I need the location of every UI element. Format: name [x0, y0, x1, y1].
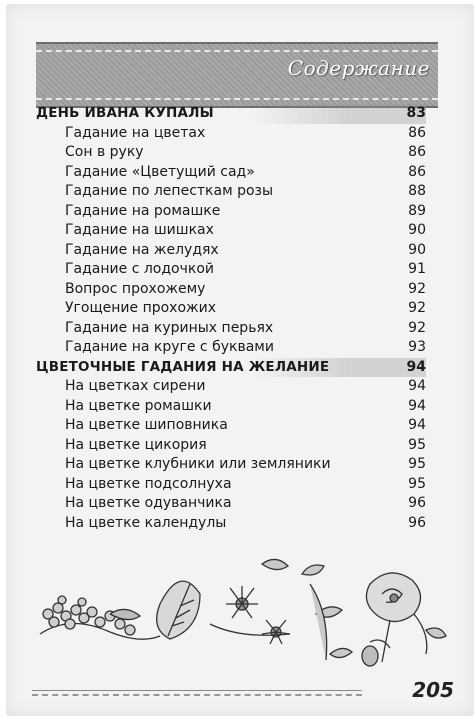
- toc-page-number: 94: [408, 378, 426, 394]
- toc-item-title: На цветке одуванчика: [65, 495, 232, 511]
- book-page: [6, 4, 474, 716]
- toc-item-row: [36, 494, 426, 514]
- toc-item-title: Гадание на желудях: [65, 241, 219, 258]
- toc-page-number: 96: [408, 514, 426, 531]
- toc-item-row: [36, 260, 426, 280]
- toc-section-title: ДЕНЬ ИВАНА КУПАЛЫ: [36, 105, 214, 121]
- toc-item-row: [36, 163, 426, 183]
- toc-page-number: 92: [408, 300, 426, 316]
- toc-item-row: [36, 299, 426, 319]
- footer-rule: [32, 690, 362, 691]
- toc-page-number: 95: [408, 436, 426, 453]
- toc-item-title: Гадание на куриных перьях: [65, 319, 274, 336]
- toc-item-row: [36, 338, 426, 358]
- toc-page-number: 92: [408, 280, 426, 297]
- toc-page-number: 93: [408, 339, 426, 355]
- leaf-icon: [157, 581, 200, 639]
- toc-item-title: Гадание «Цветущий сад»: [65, 163, 255, 180]
- flowers-illustration: [30, 544, 450, 674]
- toc-item-title: Гадание на ромашке: [65, 202, 221, 219]
- toc-page-number: 91: [408, 261, 426, 277]
- toc-page-number: 89: [408, 202, 426, 219]
- toc-item-title: На цветках сирени: [65, 378, 206, 394]
- lilac-icon: [40, 596, 160, 639]
- toc-page-number: 86: [408, 163, 426, 180]
- page-title: Содержание: [287, 56, 430, 80]
- toc-page-number: 90: [408, 222, 426, 238]
- toc-page-number: 92: [408, 319, 426, 336]
- header-stitch-top: [36, 50, 438, 52]
- toc-page-number: 86: [408, 144, 426, 160]
- toc-item-row: [36, 436, 426, 456]
- toc-page-number: 90: [408, 241, 426, 258]
- toc-item-row: [36, 514, 426, 534]
- toc-item-title: На цветке шиповника: [65, 417, 228, 433]
- toc-page-number: 94: [406, 358, 426, 375]
- toc-item-title: Гадание с лодочкой: [65, 261, 214, 277]
- toc-item-row: [36, 397, 426, 417]
- toc-item-title: Угощение прохожих: [65, 300, 217, 316]
- table-of-contents: [36, 104, 426, 533]
- leaves-icon: [262, 559, 352, 660]
- toc-page-number: 86: [408, 124, 426, 141]
- toc-item-title: Вопрос прохожему: [65, 280, 206, 297]
- toc-item-row: [36, 475, 426, 495]
- toc-item-row: [36, 319, 426, 339]
- page-number: 205: [412, 678, 454, 702]
- toc-item-row: [36, 241, 426, 261]
- toc-item-title: Гадание по лепесткам розы: [65, 183, 274, 199]
- toc-item-row: [36, 182, 426, 202]
- header-stitch-bottom: [36, 98, 438, 100]
- header-band: [36, 42, 438, 108]
- toc-item-title: Гадание на цветах: [65, 124, 206, 141]
- toc-item-row: [36, 202, 426, 222]
- toc-page-number: 96: [408, 495, 426, 511]
- toc-item-title: На цветке календулы: [65, 514, 227, 531]
- toc-item-row: [36, 124, 426, 144]
- toc-item-row: [36, 221, 426, 241]
- toc-item-title: Гадание на круге с буквами: [65, 339, 274, 355]
- toc-section-row: [36, 358, 426, 378]
- toc-item-row: [36, 416, 426, 436]
- toc-item-title: На цветке ромашки: [65, 397, 212, 414]
- toc-item-title: Сон в руку: [65, 144, 144, 160]
- toc-section-row: [36, 104, 426, 124]
- toc-item-title: Гадание на шишках: [65, 222, 214, 238]
- toc-item-row: [36, 455, 426, 475]
- footer-stitch: [32, 694, 362, 696]
- toc-page-number: 94: [408, 417, 426, 433]
- daisy-icon: [210, 586, 290, 644]
- toc-item-title: На цветке подсолнуха: [65, 475, 232, 492]
- toc-item-row: [36, 377, 426, 397]
- toc-page-number: 94: [408, 397, 426, 414]
- toc-page-number: 83: [406, 105, 426, 121]
- toc-item-row: [36, 143, 426, 163]
- toc-item-row: [36, 280, 426, 300]
- toc-section-title: ЦВЕТОЧНЫЕ ГАДАНИЯ НА ЖЕЛАНИЕ: [36, 358, 330, 375]
- toc-page-number: 95: [408, 456, 426, 472]
- toc-item-title: На цветке клубники или земляники: [65, 456, 331, 472]
- toc-page-number: 88: [408, 183, 426, 199]
- rose-icon: [362, 573, 446, 666]
- toc-item-title: На цветке цикория: [65, 436, 207, 453]
- toc-page-number: 95: [408, 475, 426, 492]
